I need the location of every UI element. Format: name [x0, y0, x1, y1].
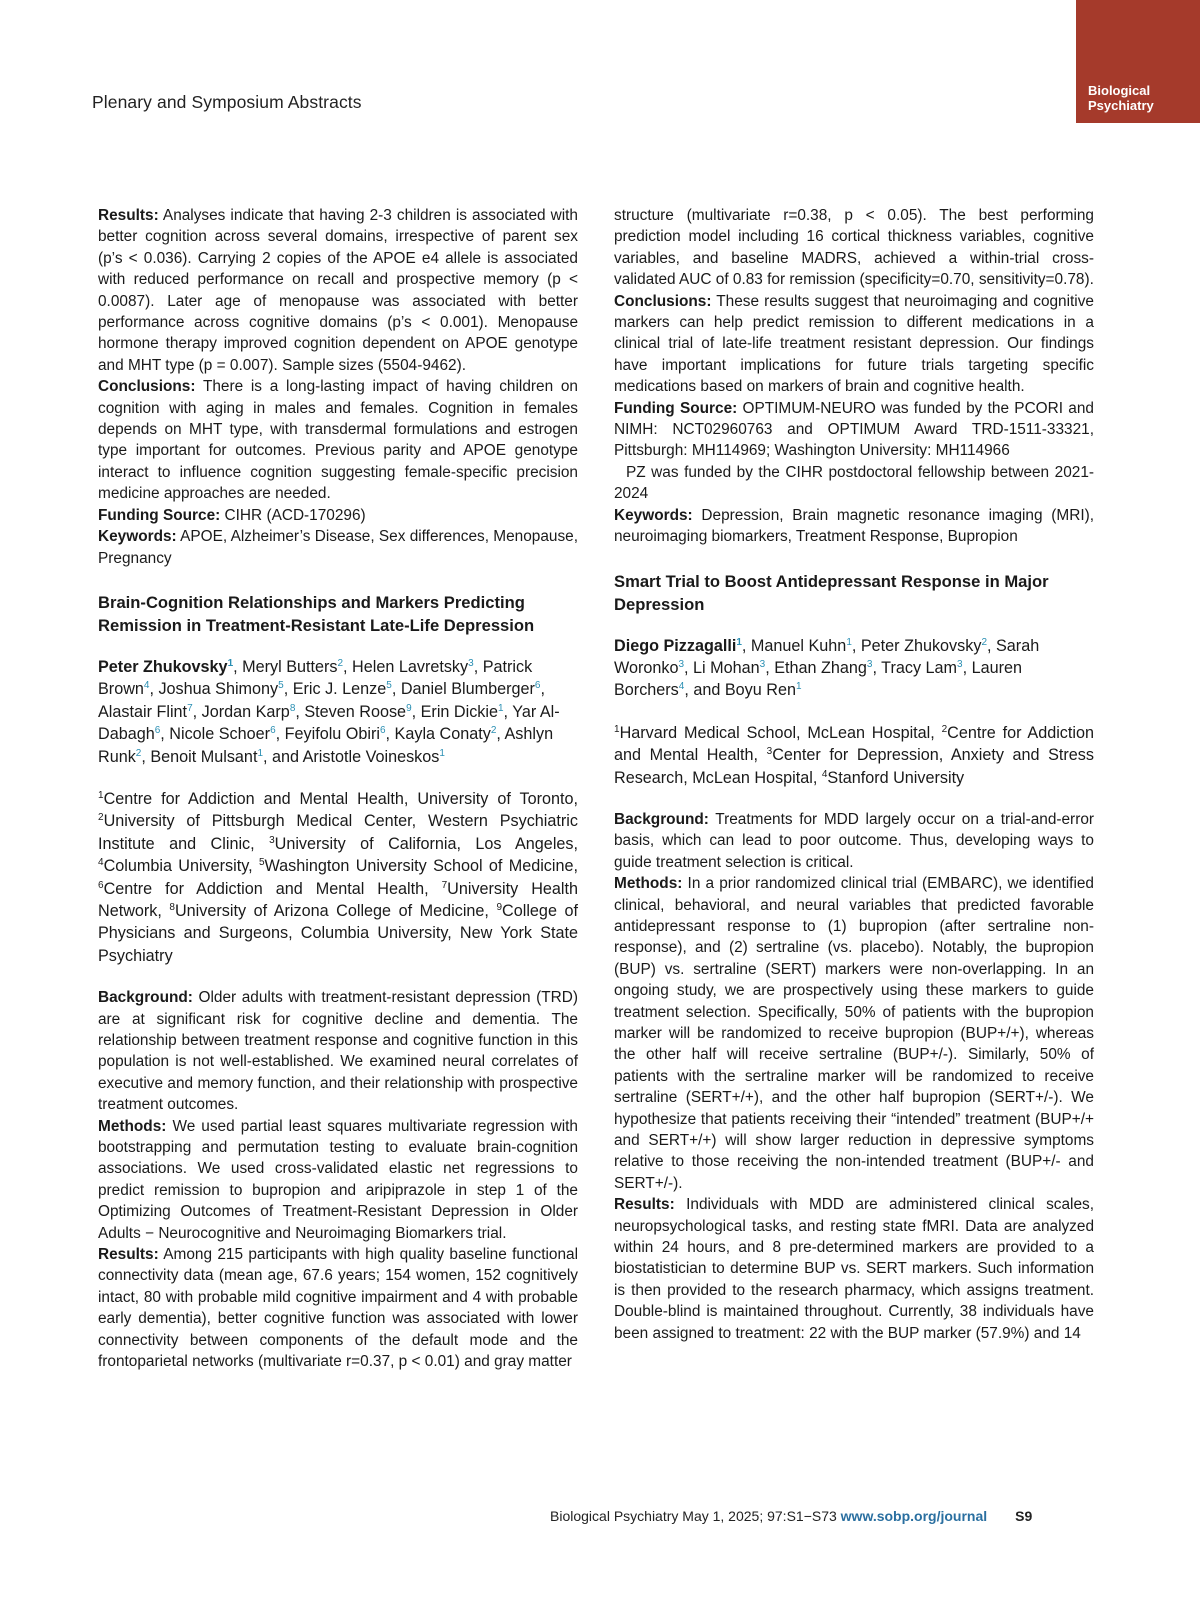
author-name: [150, 748, 263, 766]
results-label: Results:: [98, 207, 159, 224]
author-list: Peter Zhukovsky$^1$, Meryl Butters$^2$, Helen Lavretsky$^3$, Patrick Brown$^4$, Joshua Shimony$^5$, Eric J. Lenze$^5$, Daniel Blumberger$^6$, Alastair Flint$^7$, Jordan Karp$^8$, Steven Roose$^9$, Erin Dickie$^1$, Yar Al-Dabagh$^6$, Nicole Schoer$^6$, Feyifolu Obiri$^6$, Kayla Conaty$^2$, Ashlyn Runk$^2$, Benoit Mulsant$^1$, and Aristotle Voineskos$^1$: [98, 657, 560, 766]
author-affiliation-sup: 4: [143, 680, 150, 692]
author-name: [304, 703, 411, 721]
results-label: Results:: [614, 1196, 675, 1214]
affiliation-sup: 1: [98, 789, 104, 801]
results-paragraph: [98, 1244, 578, 1372]
author-affiliation-sup: 2: [135, 747, 142, 759]
prev-results-paragraph: [98, 205, 578, 376]
author-name-text: Peter Zhukovsky: [98, 657, 228, 676]
author-name-text: Benoit Mulsant: [150, 747, 258, 766]
author-name: [352, 658, 474, 676]
funding-paragraph: [614, 398, 1094, 462]
author-name-text: Feyifolu Obiri: [284, 725, 380, 744]
journal-badge-line-2: Psychiatry: [1088, 98, 1154, 113]
author-name: [303, 748, 445, 766]
author-name-text: Erin Dickie: [420, 702, 498, 721]
affiliation-text: University of Pittsburgh Medical Center, Western Psychiatric Institute and Clinic,: [98, 812, 578, 853]
author-name-text: Aristotle Voineskos: [302, 747, 440, 766]
journal-badge: [1076, 0, 1200, 123]
author-name: [401, 680, 541, 698]
author-name: [421, 703, 504, 721]
abstract-title: Smart Trial to Boost Antidepressant Response in Major Depression: [614, 571, 1049, 614]
author-affiliation-sup: 1: [497, 702, 504, 714]
author-affiliation-sup: 4: [678, 681, 685, 693]
affiliation-sup: 2: [941, 723, 948, 735]
author-name-text: Ashlyn Runk: [98, 725, 554, 766]
conclusions-paragraph: [614, 291, 1094, 398]
journal-url-link[interactable]: www.sobp.org/journal: [840, 1508, 988, 1524]
author-name-text: Yar Al-Dabagh: [98, 702, 560, 744]
keywords-text: Depression, Brain magnetic resonance imaging (MRI), neuroimaging biomarkers, Treatment Response, Bupropion: [614, 506, 1094, 546]
author-affiliation-sup: 5: [278, 680, 284, 692]
author-name: [751, 637, 852, 655]
affiliation-sup: 5: [258, 857, 265, 869]
author-name: [202, 703, 296, 721]
affiliation-text: Centre for Addiction and Mental Health,: [103, 879, 442, 898]
page-number: S9: [1015, 1508, 1033, 1524]
author-name-text: Kayla Conaty: [394, 725, 491, 744]
results-text: Individuals with MDD are administered clinical scales, neuropsychological tasks, and resting state fMRI. Data are analyzed within 24 hours, and 8 pre-determined markers are provided to a biostatistician to determine BUP vs. SERT markers. Such information is then provided to the research pharmacy, which assigns treatment. Double-blind is maintained throughout. Currently, 38 individuals have been assigned to treatment: 22 with the BUP marker (57.9%) and 14: [614, 1196, 1094, 1342]
funding-label: Funding Source:: [614, 399, 738, 417]
author-name: [169, 725, 275, 743]
author-name-text: Ethan Zhang: [774, 658, 867, 677]
author-name-text: Steven Roose: [304, 702, 407, 721]
conclusions-label: Conclusions:: [614, 292, 712, 310]
affiliation-text: Stanford University: [827, 768, 965, 787]
author-affiliation-sup: 3: [468, 657, 474, 669]
methods-paragraph: [614, 873, 1094, 1194]
affiliation-list: [98, 788, 578, 967]
author-affiliation-sup: 1: [736, 636, 742, 648]
author-name: [98, 703, 193, 721]
methods-paragraph: [98, 1116, 578, 1244]
author-affiliation-sup: 2: [981, 636, 987, 648]
author-name-text: Lauren Borchers: [614, 658, 1022, 700]
author-name-text: Sarah Woronko: [614, 636, 1040, 677]
author-affiliation-sup: 9: [406, 702, 412, 714]
background-label: Background:: [614, 810, 709, 828]
keywords-label: Keywords:: [614, 506, 693, 524]
affiliation-text: Centre for Addiction and Mental Health, University of Toronto,: [103, 789, 578, 808]
author-affiliation-sup: 3: [866, 658, 873, 670]
keywords-text: APOE, Alzheimer’s Disease, Sex differences, Menopause, Pregnancy: [98, 528, 578, 567]
conclusions-text: There is a long-lasting impact of having children on cognition with aging in males and females. Cognition in females depends on MHT type, with transdermal formulations and estrogen type important for outcomes. Previous parity and APOE genotype interact to influence cognition suggesting female-specific precision medicine approaches are needed.: [98, 378, 578, 503]
author-name-text: Joshua Shimony: [158, 680, 279, 699]
author-affiliation-sup: 5: [386, 680, 392, 692]
results-text: Analyses indicate that having 2-3 children is associated with better cognition across several domains, irrespective of parent sex (p’s < 0.036). Carrying 2 copies of the APOE e4 allele is associated with reduced performance on recall and prospective memory (p < 0.0087). Later age of menopause was associated with better performance across cognitive domains (p’s < 0.001). Menopause hormone therapy improved cognition dependent on APOE genotype and MHT type (p = 0.007). Sample sizes (5504-9462).: [98, 207, 578, 374]
author-affiliation-sup: 1: [227, 657, 234, 669]
author-name-text: Meryl Butters: [242, 657, 338, 676]
author-name: [881, 659, 962, 677]
author-affiliation-sup: 3: [678, 658, 685, 670]
author-name-text: Li Mohan: [693, 658, 760, 677]
author-name-text: Nicole Schoer: [169, 725, 271, 744]
author-name: [158, 680, 283, 698]
author-affiliation-sup: 8: [289, 702, 296, 714]
affiliation-text: Columbia University,: [103, 857, 259, 876]
affiliation-text: College of Physicians and Surgeons, Columbia University, New York State Psychiatry: [98, 901, 578, 965]
author-name-text: Boyu Ren: [724, 681, 796, 700]
right-column: [614, 205, 1094, 1344]
author-affiliation-sup: 6: [154, 725, 161, 737]
author-name: [395, 725, 497, 743]
author-name-text: Jordan Karp: [201, 702, 290, 721]
author-affiliation-sup: 2: [490, 725, 497, 737]
author-name: [861, 637, 987, 655]
author-affiliation-sup: 6: [534, 680, 541, 692]
prev-keywords-paragraph: [98, 526, 578, 569]
author-affiliation-sup: 6: [270, 725, 276, 737]
methods-label: Methods:: [614, 875, 683, 893]
affiliation-text: Center for Depression, Anxiety and Stress Research, McLean Hospital,: [614, 746, 1094, 787]
funding-text: OPTIMUM-NEURO was funded by the PCORI and NIMH: NCT02960763 and OPTIMUM Award TRD-1511-33321, Pittsburgh: MH114969; Washington University: MH114966: [614, 399, 1094, 460]
author-name-text: Manuel Kuhn: [750, 636, 847, 655]
affiliation-sup: 4: [98, 857, 104, 869]
page-header-title: Plenary and Symposium Abstracts: [92, 92, 362, 112]
affiliation-sup: 8: [169, 901, 175, 913]
background-text: Older adults with treatment-resistant depression (TRD) are at significant risk for cognitive decline and dementia. The relationship between treatment response and cognitive function in this population is not well-established. We examined neural correlates of executive and memory function, and their relationship with prospective treatment outcomes.: [98, 989, 578, 1114]
author-name-text: Tracy Lam: [881, 658, 958, 677]
methods-text: In a prior randomized clinical trial (EMBARC), we identified clinical, behavioral, and neural variables that predicted favorable antidepressant response to (1) bupropion (after sertraline non-response), and (2) sertraline (vs. placebo). Notably, the bupropion (BUP) vs. sertraline (SERT) markers were non-overlapping. In an ongoing study, we are prospectively using these markers to guide treatment selection. Specifically, 50% of patients with the bupropion marker will be randomized to receive bupropion (BUP+/+), whereas the other half will receive sertraline (BUP+/-). Similarly, 50% of patients with the sertraline marker will be randomized to receive sertraline (SERT+/+), and the other half bupropion (SERT+/-). We hypothesize that patients receiving their “intended” treatment (BUP+/+ and SERT+/+) will show larger reduction in depressive symptoms relative to those receiving the non-intended treatment (BUP+/- and SERT+/-).: [614, 875, 1094, 1192]
affiliation-text: Washington University School of Medicine,: [264, 857, 578, 876]
journal-badge-line-1: Biological: [1088, 83, 1151, 98]
author-affiliation-sup: 1: [439, 747, 445, 759]
background-paragraph: [98, 987, 578, 1115]
author-name: [614, 637, 742, 655]
methods-label: Methods:: [98, 1117, 167, 1135]
results-paragraph: [614, 1194, 1094, 1344]
affiliation-sup: 1: [614, 723, 620, 735]
affiliation-sup: 7: [441, 879, 448, 891]
affiliation-sup: 6: [98, 879, 104, 891]
affiliation-sup: 3: [766, 746, 773, 758]
author-affiliation-sup: 7: [187, 702, 193, 714]
author-name-text: Peter Zhukovsky: [860, 636, 982, 655]
author-name-text: Patrick Brown: [98, 657, 533, 699]
author-affiliation-sup: 1: [846, 636, 852, 648]
affiliation-text: University Health Network,: [98, 879, 578, 920]
affiliation-sup: 4: [821, 768, 828, 780]
background-text: Treatments for MDD largely occur on a trial-and-error basis, which can lead to poor outcome. Thus, developing ways to guide treatment selection is critical.: [614, 810, 1094, 871]
author-name-text: Diego Pizzagalli: [614, 636, 737, 655]
keywords-label: Keywords:: [98, 528, 177, 546]
funding-paragraph-2: PZ was funded by the CIHR postdoctoral fellowship between 2021-2024: [614, 463, 1094, 503]
affiliation-list: [614, 722, 1094, 789]
author-affiliation-sup: 2: [337, 657, 344, 669]
funding-text: CIHR (ACD-170296): [220, 506, 366, 524]
author-name: [693, 659, 765, 677]
background-label: Background:: [98, 989, 193, 1007]
conclusions-label: Conclusions:: [98, 378, 196, 396]
author-name: [242, 658, 343, 676]
author-list: Diego Pizzagalli$^1$, Manuel Kuhn$^1$, Peter Zhukovsky$^2$, Sarah Woronko$^3$, Li Mohan$^3$, Ethan Zhang$^3$, Tracy Lam$^3$, Lauren Borchers$^4$, and Boyu Ren$^1$: [614, 636, 1040, 700]
affiliation-text: Centre for Addiction and Mental Health,: [614, 723, 1094, 765]
author-name-text: Alastair Flint: [98, 702, 188, 721]
results-label: Results:: [98, 1246, 159, 1264]
author-name: [774, 659, 872, 677]
author-name: [725, 681, 802, 699]
affiliation-sup: 2: [98, 812, 104, 824]
abstract-title: Brain-Cognition Relationships and Markers Predicting Remission in Treatment-Resistant Late-Life Depression: [98, 592, 535, 635]
author-affiliation-sup: 1: [795, 681, 802, 693]
affiliation-sup: 9: [496, 901, 503, 913]
author-name-text: Helen Lavretsky: [352, 657, 469, 676]
footer-citation: Biological Psychiatry May 1, 2025; 97:S1−S73: [550, 1508, 841, 1524]
author-name-text: Eric J. Lenze: [292, 680, 387, 699]
author-name: [293, 680, 392, 698]
results-text: Among 215 participants with high quality baseline functional connectivity data (mean age, 67.6 years; 154 women, 152 cognitively intact, 80 with probable mild cognitive impairment and 4 with probable early dementia), better cognitive function was associated with lower connectivity between components of the default mode and the frontoparietal networks (multivariate r=0.37, p < 0.01) and gray matter: [98, 1246, 578, 1371]
author-affiliation-sup: 3: [759, 658, 766, 670]
affiliation-sup: 3: [269, 834, 275, 846]
funding-label: Funding Source:: [98, 506, 221, 524]
author-affiliation-sup: 3: [957, 658, 963, 670]
author-name: [285, 725, 386, 743]
affiliation-text: Harvard Medical School, McLean Hospital,: [619, 723, 942, 742]
keywords-paragraph: [614, 505, 1094, 548]
prev-funding-paragraph: [98, 505, 578, 526]
author-name-text: Daniel Blumberger: [400, 680, 535, 699]
methods-text: We used partial least squares multivariate regression with bootstrapping and permutation testing to evaluate brain-cognition associations. We used cross-validated elastic net regressions to predict remission to bupropion and aripiprazole in step 1 of the Optimizing Outcomes of Treatment-Resistant Depression in Older Adults − Neurocognitive and Neuroimaging Biomarkers trial.: [98, 1117, 578, 1242]
author-affiliation-sup: 1: [257, 747, 263, 759]
conclusions-text: These results suggest that neuroimaging and cognitive markers can help predict remission to different medications in a clinical trial of late-life treatment resistant depression. Our findings have important implications for future trials targeting specific medications based on markers of brain and cognitive health.: [614, 292, 1094, 396]
affiliation-text: University of California, Los Angeles,: [274, 834, 579, 853]
author-name: [98, 658, 233, 676]
page-footer: [550, 1508, 1032, 1524]
left-column: [98, 205, 578, 1373]
results-continued-paragraph: structure (multivariate r=0.38, p < 0.05). The best performing prediction model including 16 cortical thickness variables, cognitive variables, and baseline MADRS, achieved a within-trial cross-validated AUC of 0.83 for remission (specificity=0.70, sensitivity=0.78).: [614, 207, 1094, 289]
author-affiliation-sup: 6: [379, 725, 386, 737]
affiliation-text: University of Arizona College of Medicine,: [174, 901, 497, 920]
background-paragraph: [614, 809, 1094, 873]
prev-conclusions-paragraph: [98, 376, 578, 504]
